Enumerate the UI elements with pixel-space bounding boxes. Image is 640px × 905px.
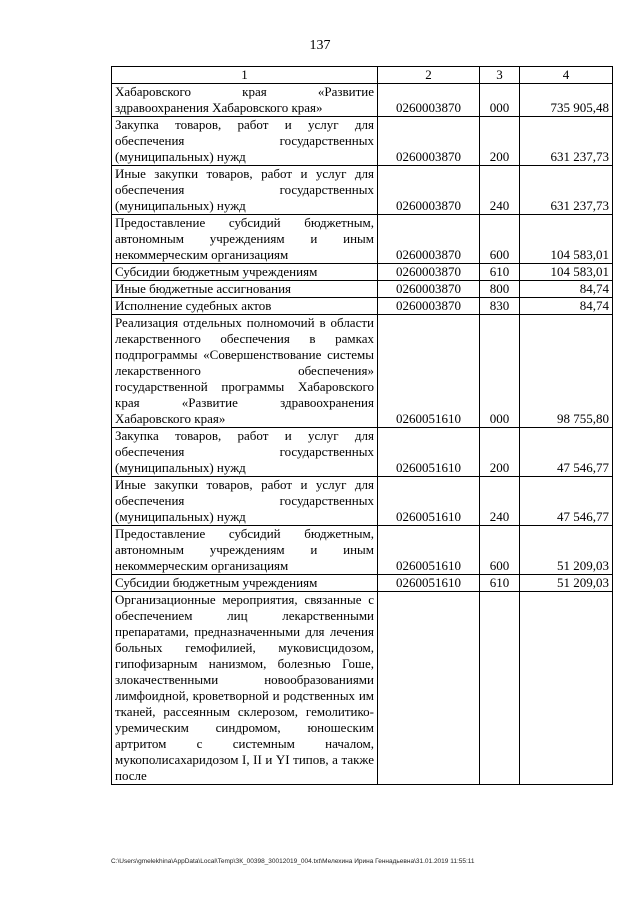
row-type: 830: [480, 298, 520, 315]
row-type: 240: [480, 166, 520, 215]
table-row: [112, 215, 613, 264]
row-name: Хабаровского края «Развитие здравоохранения Хабаровского края»: [112, 84, 378, 117]
row-amount: 631 237,73: [520, 117, 613, 166]
page-number: 137: [309, 38, 331, 53]
header-name: 1: [112, 67, 378, 84]
header-amount: 4: [520, 67, 613, 84]
row-code: 0260051610: [378, 428, 480, 477]
row-amount: 51 209,03: [520, 526, 613, 575]
row-amount: 98 755,80: [520, 315, 613, 428]
row-name: Субсидии бюджетным учреждениям: [112, 264, 378, 281]
row-code: 0260051610: [378, 315, 480, 428]
row-code: 0260051610: [378, 477, 480, 526]
table-row: [112, 84, 613, 117]
row-type: 610: [480, 575, 520, 592]
row-code: 0260003870: [378, 281, 480, 298]
table-row: [112, 428, 613, 477]
table-row: [112, 315, 613, 428]
row-name: Организационные мероприятия, связанные с обеспечением лиц лекарственными препаратами, предназначенными для лечения больных гемофилией, муковисцидозом, гипофизарным нанизмом, болезнью Гоше, злокачественными новообразованиями лимфоидной, кроветворной и родственных им тканей, рассеянным склерозом, гемолитико-уремическим синдромом, юношеским артритом с системным началом, мукополисахаридозом I, II и YI типов, а также после: [112, 592, 378, 785]
row-name: Иные закупки товаров, работ и услуг для обеспечения государственных (муниципальных) нужд: [112, 166, 378, 215]
row-code: 0260003870: [378, 215, 480, 264]
table-row: [112, 575, 613, 592]
table-row: [112, 526, 613, 575]
table-row: [112, 117, 613, 166]
row-type: 610: [480, 264, 520, 281]
row-name: Предоставление субсидий бюджетным, автономным учреждениям и иным некоммерческим организациям: [112, 215, 378, 264]
header-code: 2: [378, 67, 480, 84]
row-name: Закупка товаров, работ и услуг для обеспечения государственных (муниципальных) нужд: [112, 428, 378, 477]
row-type: 800: [480, 281, 520, 298]
row-code: 0260051610: [378, 575, 480, 592]
row-code: 0260003870: [378, 298, 480, 315]
row-name: Иные закупки товаров, работ и услуг для обеспечения государственных (муниципальных) нужд: [112, 477, 378, 526]
row-type: 200: [480, 117, 520, 166]
table-row: [112, 166, 613, 215]
row-name: Закупка товаров, работ и услуг для обеспечения государственных (муниципальных) нужд: [112, 117, 378, 166]
table-row: [112, 281, 613, 298]
row-code: 0260003870: [378, 117, 480, 166]
row-type: 000: [480, 315, 520, 428]
header-type: 3: [480, 67, 520, 84]
row-amount: [520, 592, 613, 785]
row-code: 0260003870: [378, 264, 480, 281]
row-amount: 104 583,01: [520, 264, 613, 281]
row-name: Реализация отдельных полномочий в области лекарственного обеспечения в рамках подпрограммы «Совершенствование системы лекарственного обеспечения» государственной программы Хабаровского края «Развитие здравоохранения Хабаровского края»: [112, 315, 378, 428]
row-type: 000: [480, 84, 520, 117]
row-name: Предоставление субсидий бюджетным, автономным учреждениям и иным некоммерческим организациям: [112, 526, 378, 575]
row-amount: 631 237,73: [520, 166, 613, 215]
row-type: 200: [480, 428, 520, 477]
table-row: [112, 592, 613, 785]
row-name: Субсидии бюджетным учреждениям: [112, 575, 378, 592]
table-row: [112, 477, 613, 526]
row-code: [378, 592, 480, 785]
table-row: [112, 264, 613, 281]
row-name: Иные бюджетные ассигнования: [112, 281, 378, 298]
row-name: Исполнение судебных актов: [112, 298, 378, 315]
row-amount: 84,74: [520, 281, 613, 298]
budget-table: [111, 66, 613, 785]
row-type: [480, 592, 520, 785]
row-type: 240: [480, 477, 520, 526]
row-amount: 51 209,03: [520, 575, 613, 592]
row-amount: 84,74: [520, 298, 613, 315]
row-code: 0260003870: [378, 166, 480, 215]
row-amount: 104 583,01: [520, 215, 613, 264]
row-amount: 47 546,77: [520, 477, 613, 526]
row-type: 600: [480, 526, 520, 575]
row-amount: 735 905,48: [520, 84, 613, 117]
row-code: 0260003870: [378, 84, 480, 117]
table-header-row: [112, 67, 613, 84]
row-code: 0260051610: [378, 526, 480, 575]
file-path-footer: C:\Users\gmelekhina\AppData\Local\Temp\ЗК_00398_30012019_004.txt\Мелехина Ирина Геннадьевна\31.01.2019 11:55:11: [111, 858, 475, 865]
row-amount: 47 546,77: [520, 428, 613, 477]
row-type: 600: [480, 215, 520, 264]
table-row: [112, 298, 613, 315]
